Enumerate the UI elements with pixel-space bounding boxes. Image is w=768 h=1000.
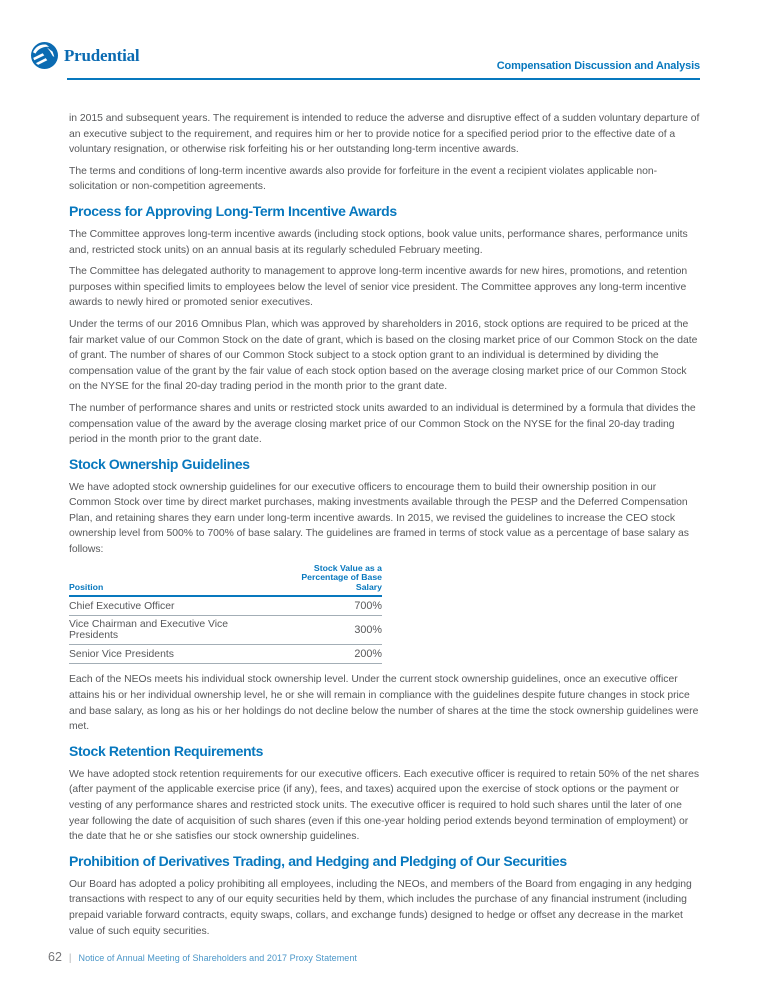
- header-section-title: Compensation Discussion and Analysis: [496, 60, 700, 72]
- position-cell: Chief Executive Officer: [69, 596, 275, 616]
- header-rule: [67, 78, 700, 80]
- paragraph: We have adopted stock ownership guidelines for our executive officers to encourage them to build their ownership position in our Common Stock over time by direct market purchases, making investments available through the PESP and the Deferred Compensation Plan, and retaining shares they earn under long-term incentive awards. In 2015, we revised the guidelines to increase the CEO stock ownership level from 500% to 700% of base salary. The guidelines are framed in terms of stock value as a percentage of base salary as follows:: [69, 481, 689, 556]
- paragraph: Each of the NEOs meets his individual stock ownership level. Under the current stock ownership guidelines, once an executive officer attains his or her individual ownership level, he or she will remain in compliance with the guidelines despite future changes in stock price and base salary, as long as his or her holdings do not decline below the number of shares at the time the stock ownership guidelines were met.: [69, 674, 699, 733]
- paragraph: We have adopted stock retention requirements for our executive officers. Each executive officer is required to retain 50% of the net shares (after payment of the applicable exercise price (if any), fees, and taxes) acquired upon the exercise of stock options or the payment or vesting of any performance shares and restricted stock units. The executive officer is required to hold such shares until the later of one year following the date of acquisition of such shares (even if this one-year holding period extends beyond termination of employment) or the date that he or she satisfies our stock ownership guidelines.: [69, 768, 700, 843]
- paragraph: in 2015 and subsequent years. The requirement is intended to reduce the adverse and disruptive effect of a sudden voluntary departure of an executive subject to the requirement, and requires him or her to provide notice for a specified period prior to the effective date of a voluntary resignation, or otherwise risk forfeiting his or her outstanding long-term incentive awards.: [69, 113, 700, 156]
- column-header-line1: Stock Value as a: [313, 562, 382, 573]
- table-row: [69, 616, 382, 645]
- paragraph: The terms and conditions of long-term incentive awards also provide for forfeiture in the event a recipient violates applicable non-solicitation or non-competition agreements.: [69, 165, 658, 193]
- value-cell: 700%: [275, 596, 382, 616]
- page-footer: [48, 950, 357, 964]
- footer-divider: |: [68, 953, 72, 964]
- column-header-stock-value: [275, 564, 382, 597]
- section-heading-prohibition-derivatives: Prohibition of Derivatives Trading, and Hedging and Pledging of Our Securities: [69, 852, 567, 869]
- table-row: [69, 596, 382, 616]
- stock-ownership-table: [69, 564, 382, 665]
- paragraph: The Committee has delegated authority to management to approve long-term incentive awards for new hires, promotions, and retention purposes within specified limits to employees below the level of senior vice president. The Committee approves any long-term incentive awards to newly hired or promoted senior executives.: [69, 266, 688, 309]
- paragraph: The number of performance shares and units or restricted stock units awarded to an individual is determined by a formula that divides the compensation value of the award by the average closing market price of our Common Stock on the NYSE for the final 20-day trading period in the month prior to the grant date.: [69, 402, 696, 446]
- brand-wordmark: Prudential: [64, 46, 140, 65]
- section-heading-stock-retention: Stock Retention Requirements: [69, 742, 264, 759]
- paragraph: Under the terms of our 2016 Omnibus Plan, which was approved by shareholders in 2016, stock options are required to be priced at the fair market value of our Common Stock on the date of grant, which is based on the closing market price of our Common Stock on the date of grant. The number of shares of our Common Stock subject to a stock option grant to an individual is determined by dividing the compensation value of the grant by the fair value of each stock option based on the average closing market price of our Common Stock on the NYSE for the final 20-day trading period in the month prior to the grant date.: [69, 318, 698, 393]
- table-header-row: [69, 564, 382, 597]
- document-body: [69, 111, 700, 945]
- position-cell: Senior Vice Presidents: [69, 645, 275, 664]
- column-header-line2: Percentage of Base Salary: [301, 572, 382, 592]
- section-heading-approving-awards: Process for Approving Long-Term Incentive Awards: [69, 202, 397, 219]
- prudential-rock-logo-icon: [31, 42, 58, 69]
- column-header-position: Position: [69, 581, 104, 592]
- paragraph: Our Board has adopted a policy prohibiting all employees, including the NEOs, and members of the Board from engaging in any hedging transactions with respect to any of our equity securities held by them, which includes the purchase of any financial instrument (including prepaid variable forward contracts, equity swaps, collars, and exchange funds) designed to hedge or offset any decrease in the market value of such equity securities.: [69, 878, 692, 937]
- page-number: 62: [48, 950, 62, 964]
- position-cell: Vice Chairman and Executive Vice Presidents: [69, 616, 275, 645]
- value-cell: 300%: [275, 616, 382, 645]
- value-cell: 200%: [275, 645, 382, 664]
- paragraph: The Committee approves long-term incentive awards (including stock options, book value units, performance shares, performance units and, restricted stock units) on an annual basis at its regularly scheduled February meeting.: [69, 228, 688, 256]
- table-row: [69, 645, 382, 664]
- footer-title: Notice of Annual Meeting of Shareholders and 2017 Proxy Statement: [78, 953, 357, 963]
- section-heading-stock-ownership: Stock Ownership Guidelines: [69, 455, 250, 472]
